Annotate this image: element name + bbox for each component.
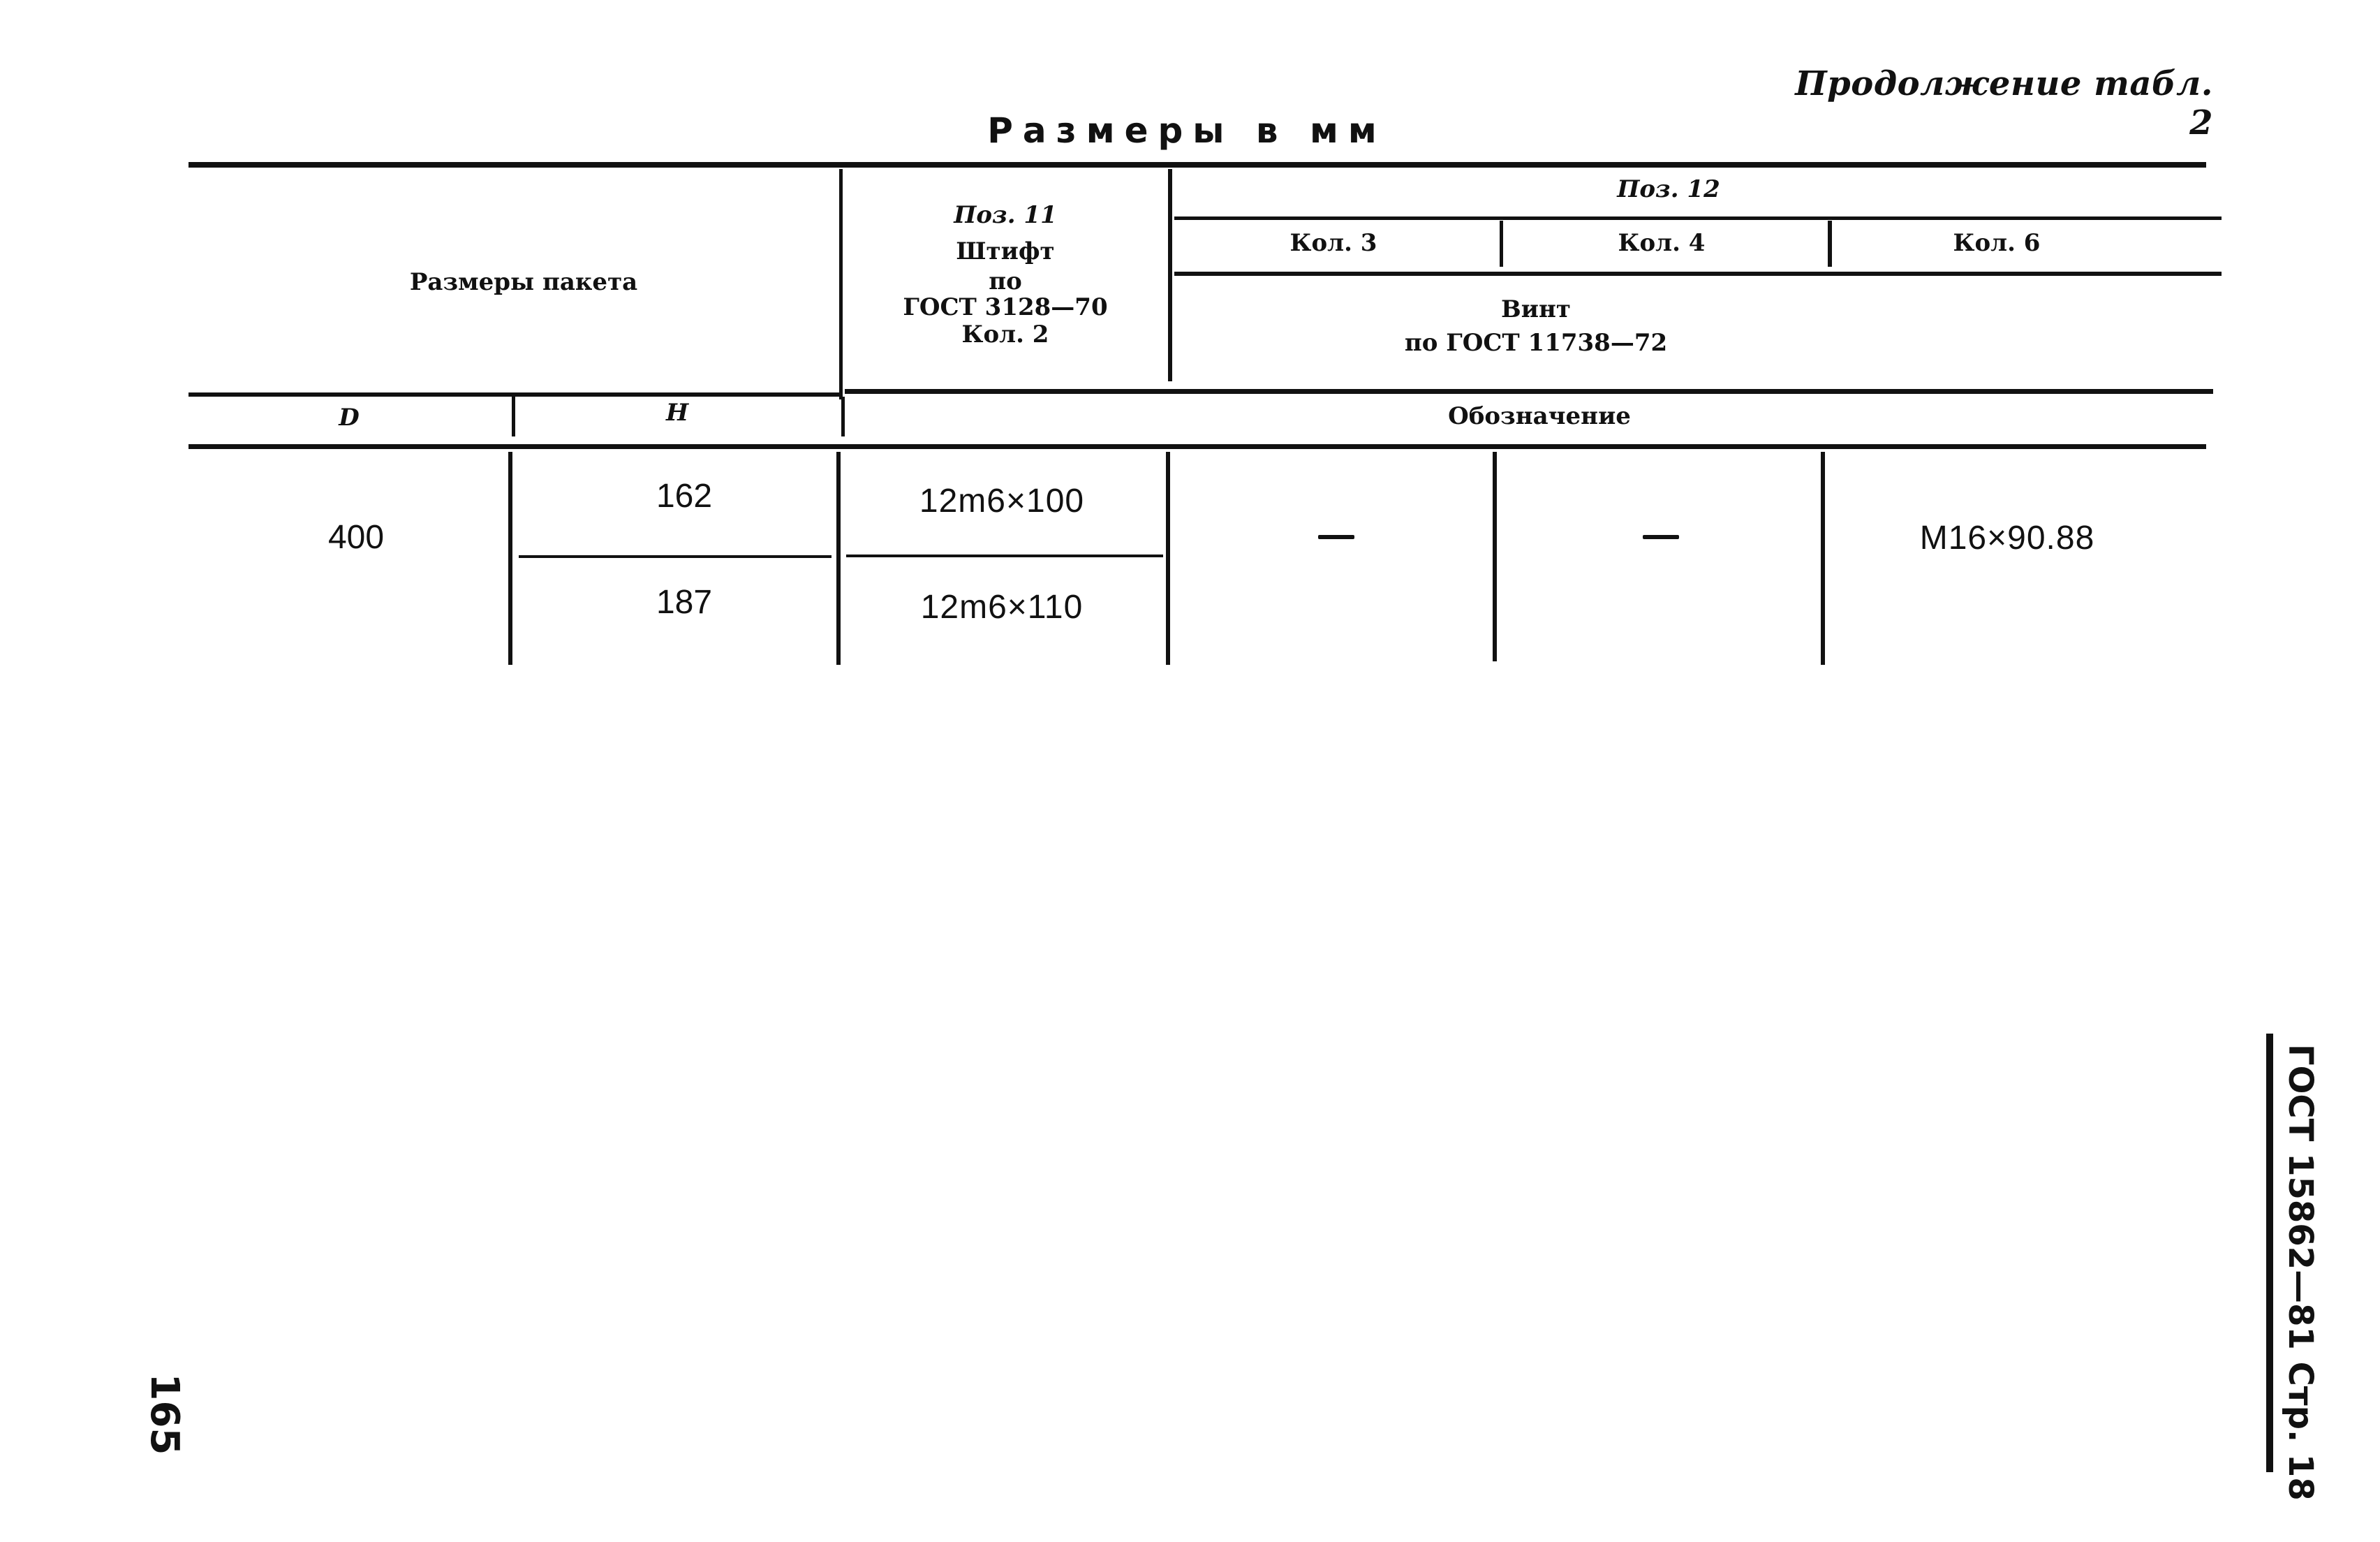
page-number: 165 — [142, 1373, 187, 1455]
pos12-position-header: Поз. 12 — [1617, 175, 1720, 203]
continuation-caption: Продолжение табл. 2 — [1795, 64, 2213, 142]
h-value-2: 187 — [656, 584, 713, 621]
body-vertical-rule-2 — [836, 452, 841, 665]
pos11-by-header: по — [989, 267, 1022, 295]
h-column-header: H — [665, 399, 689, 427]
pos12-quantity-rule — [1174, 272, 2222, 276]
body-vertical-rule-1 — [508, 452, 512, 665]
header-bottom-rule — [845, 389, 2213, 394]
pos11-part-header: Штифт — [956, 237, 1055, 265]
dh-divider — [512, 397, 515, 436]
column-heading-bottom-rule — [189, 444, 2206, 449]
qty4-dash — [1643, 535, 1679, 539]
pos12-title-rule — [1174, 216, 2222, 220]
header-vertical-rule-2 — [1168, 169, 1172, 381]
h-split-rule — [519, 555, 831, 558]
pos11-value-1: 12m6×100 — [919, 483, 1085, 520]
pos11-split-rule — [846, 555, 1163, 557]
units-caption: Размеры в мм — [987, 110, 1387, 151]
pos12-divider-2 — [1828, 221, 1832, 267]
pos11-quantity-header: Кол. 2 — [961, 321, 1049, 348]
qty6-value: M16×90.88 — [1919, 520, 2095, 557]
designation-header: Обозначение — [1448, 402, 1631, 430]
side-reference-container — [2108, 1044, 2332, 1501]
d-column-header: D — [339, 404, 360, 432]
pos12-qty4-header: Кол. 4 — [1618, 229, 1706, 257]
table-top-rule — [189, 162, 2206, 168]
pos12-standard-header: по ГОСТ 11738—72 — [1404, 329, 1668, 357]
h-value-1: 162 — [656, 478, 713, 515]
body-vertical-rule-5 — [1821, 452, 1825, 665]
pos12-qty6-header: Кол. 6 — [1953, 229, 2041, 257]
pos11-standard-header: ГОСТ 3128—70 — [903, 293, 1108, 321]
side-reference: ГОСТ 15862—81 Стр. 18 — [2281, 1044, 2320, 1501]
package-sizes-header: Размеры пакета — [409, 268, 638, 296]
body-vertical-rule-3 — [1166, 452, 1170, 665]
pos11-position-header: Поз. 11 — [954, 201, 1057, 229]
pos11-value-2: 12m6×110 — [920, 589, 1084, 626]
pos12-divider-1 — [1500, 221, 1503, 267]
pos12-part-header: Винт — [1501, 295, 1571, 323]
header-vertical-rule-1 — [839, 169, 843, 399]
body-vertical-rule-4 — [1493, 452, 1497, 661]
qty3-dash — [1318, 535, 1354, 539]
designation-left-rule — [841, 397, 845, 436]
pos12-qty3-header: Кол. 3 — [1289, 229, 1377, 257]
d-value: 400 — [327, 519, 385, 556]
